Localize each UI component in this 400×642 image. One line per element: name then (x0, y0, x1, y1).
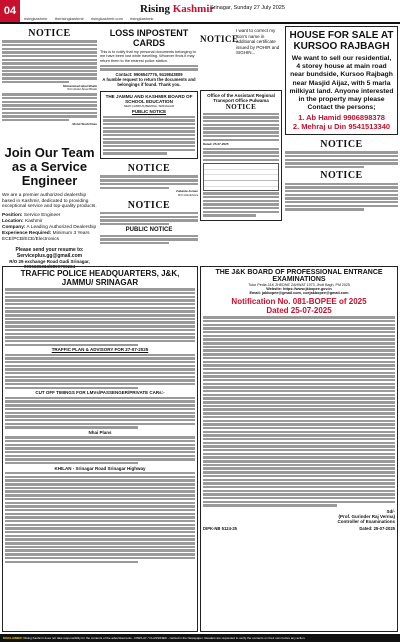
rto-table (203, 163, 279, 191)
traffic-sub2: CUT OFF TIMINGS FOR LMVs/PASSENGER/PRIVATE CARs:- (35, 390, 165, 396)
traffic-sub3: Nhai Plans (88, 429, 112, 435)
notice-signer: Mohammad Iqbal Bhatti (63, 83, 97, 88)
notice2-signer: Mohd Shafi Khan (72, 121, 97, 126)
bopee-notification (200, 266, 398, 632)
column-4 (285, 26, 398, 263)
bopee-address: Tutor Pedia J&K ZHEDNE ZAHWAT 1973, Jhoti Bagh, PM 2025 (248, 283, 350, 287)
join-company: A Leading Authorized Dealership (26, 224, 97, 230)
lost-cards-reward: A humble request to return the documents and belongings if found. Thank you. (102, 76, 196, 87)
social-handle: risingkashmir.com (90, 16, 123, 21)
bopee-signatory: (Prof. Gurinder Raj Verma) (338, 513, 395, 519)
bopee-notification-date: Dated 25-07-2025 (266, 306, 332, 315)
lost-cards-title: LOSS INPOSTENT CARDS (109, 28, 189, 48)
notice-c4-title: NOTICE (320, 138, 363, 150)
notice4-title: NOTICE (127, 199, 171, 211)
rto-notice (200, 90, 282, 221)
join-location: Kashmir (24, 218, 43, 224)
brand-logo (140, 3, 214, 15)
join-position-label: Position: (2, 212, 23, 218)
social-handle: risingkashmir (24, 16, 48, 21)
board-public-notice: PUBLIC NOTICE (131, 109, 167, 115)
column-3 (200, 28, 282, 263)
public-notice-2: PUBLIC NOTICE (125, 227, 173, 234)
bopee-dipk-date: Dated: 25-07-2025 (359, 525, 395, 531)
lost-cards-ad (100, 28, 198, 87)
bopee-title: THE J&K BOARD OF PROFESSIONAL ENTRANCE EXAMINATIONS (215, 269, 383, 283)
join-email[interactable]: Serviceplus.gg@gmail.com (16, 252, 83, 259)
join-position: Service Engineer (23, 212, 61, 218)
join-qual: ECE/PCB/ECE/Electronics (2, 236, 60, 242)
join-exp-label: Experience Required: (2, 230, 52, 236)
social-handle: therisingkashmir (54, 16, 84, 21)
bopee-sign: Sd/- (386, 508, 395, 514)
rto-notice-title: NOTICE (225, 103, 257, 112)
notice-correction-text: I want to correct my Son's name in additional certificate issued by POHIR and SIGHIN... (236, 28, 280, 56)
traffic-advisory (2, 263, 198, 632)
rto-title: Office of the Assistant Regional Transport Office Pulwama (207, 93, 275, 104)
house-text: We want to sell our residential, 4 storey house at main road near bundside, Kursoo Rajbagh near Masjid Aijaz, with 5 marla milkiyat land. Anyone interested in the property may please Contact the persons; (289, 55, 394, 112)
disclaimer-text: Rising Kashmir does not take responsibility for the contents of the advertisements - DISPLAY / CLASSIFIED - carried in the Newspaper. Readers are requested to verify the contents on their own before any action. (23, 636, 306, 640)
jkbose-notice (100, 91, 198, 159)
join-send: Please send your resume to: (15, 246, 84, 253)
bopee-email[interactable]: Email: jakbopee@gmail.com, coejakbopee@gmail.com (249, 291, 349, 295)
disclaimer-label: DISCLAIMER: (3, 636, 23, 640)
social-handle: risingkashmir (130, 16, 154, 21)
notice-block-3 (100, 163, 198, 244)
brand-prefix: Rising (140, 3, 170, 15)
house-title: HOUSE FOR SALE AT KURSOO RAJBAGH (289, 30, 394, 52)
rto-date: Dated: 25-07-2025 (203, 142, 229, 147)
social-handles (24, 16, 160, 21)
join-intro: We are a premier authorized dealership based in Kashmir, dedicated to providing exceptional service and top-quality products. (2, 193, 97, 210)
notice3-title: NOTICE (127, 163, 171, 175)
join-title: Join Our Team as a Service Engineer (4, 145, 95, 188)
dateline: Srinagar, Sunday 27 July 2025 (210, 5, 285, 11)
board-sub: NEW CAMPUS BEMINA, SRINAGAR (123, 104, 175, 109)
notice-title-c3: NOTICE (200, 34, 239, 44)
join-location-label: Location: (2, 218, 24, 224)
notice-block-1 (2, 28, 97, 138)
disclaimer-bar (0, 634, 400, 642)
join-exp: Minimum 3 Years (52, 230, 90, 236)
notice-block-c4 (285, 139, 398, 211)
house-contact-1: 1. Ab Hamid 9906898378 (298, 113, 385, 123)
notice3-signer2: R/O Rainkhora (178, 192, 198, 197)
traffic-title: TRAFFIC POLICE HEADQUARTERS, J&K, JAMMU/ SRINAGAR (20, 269, 180, 287)
join-company-label: Company: (2, 224, 26, 230)
masthead (0, 0, 400, 24)
notice-c4-title-2: NOTICE (320, 170, 363, 182)
join-phone: 9906686334/8899790224 (23, 263, 76, 269)
house-contact-2: 2. Mehraj u Din 9541513340 (292, 121, 391, 131)
bopee-signatory-role: Controller of Examinations (337, 518, 395, 524)
traffic-subtitle: TRAFFIC PLAN & ADVISORY FOR 27-07-2025 (51, 347, 149, 353)
column-1 (2, 28, 97, 269)
page-number: 04 (0, 0, 20, 22)
bopee-website[interactable]: Website: https://www.jkbopee.gov.in (266, 287, 332, 291)
bopee-dipk-no: DIPK-NB 5124-25 (203, 525, 237, 531)
board-title: THE JAMMU AND KASHMIR BOARD OF SCHOOL EDUCATION (105, 93, 193, 105)
column-2 (100, 28, 198, 263)
lost-cards-contact: Contact: 9906547776, 9419843809 (115, 71, 183, 77)
bopee-notification-no: Notification No. 081-BOPEE of 2025 (231, 297, 367, 306)
notice-correction (200, 28, 282, 88)
lost-cards-text: This is to notify that my personal documents belonging to me have been lost while travelling. Whoever finds it may return them to the nearest police station. (100, 50, 196, 63)
join-ad (2, 146, 97, 269)
join-address: R/O 29 exchange Road Gadi Srinagar, (9, 258, 90, 264)
brand-suffix: Kashmir (172, 3, 215, 15)
traffic-sub4: KHILAN - Srinagar Road Srinagar Highway (54, 465, 146, 471)
notice3-signer: Zubaida Juman (175, 189, 198, 194)
notice-title: NOTICE (28, 28, 71, 39)
notice-signer2: S/O Abdul Ahad Bhatti (67, 87, 97, 92)
house-sale-ad (285, 26, 398, 135)
